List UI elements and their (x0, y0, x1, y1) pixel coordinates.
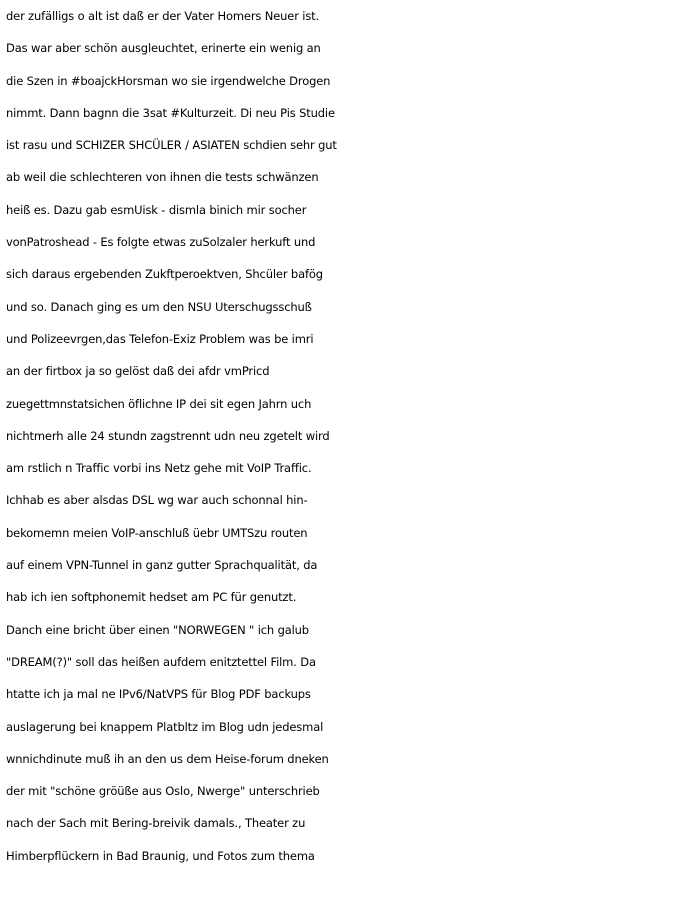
text-line-15: am rstlich n Traffic vorbi ins Netz gehe mit VoIP Traffic. (6, 461, 312, 476)
text-line-23: auslagerung bei knappem Platbltz im Blog udn jedesmal (6, 719, 324, 734)
text-line-14: nichtmerh alle 24 stundn zagstrennt udn neu zgetelt wird (6, 428, 330, 443)
text-line-2: Das war aber schön ausgleuchtet, erinerte ein wenig an (6, 41, 321, 56)
text-line-1: der zufälligs o alt ist daß er der Vater Homers Neuer ist. (6, 9, 320, 23)
text-line-4: nimmt. Dann bagnn die 3sat #Kulturzeit. Di neu Pis Studie (6, 105, 335, 120)
text-line-9: sich daraus ergebenden Zukftperoektven, Shcüler bafög (6, 267, 323, 282)
text-line-5: ist rasu und SCHIZER SHCÜLER / ASIATEN schdien sehr gut (6, 138, 337, 153)
text-line-18: auf einem VPN-Tunnel in ganz gutter Sprachqualität, da (6, 558, 318, 573)
text-line-7: heiß es. Dazu gab esmUisk - dismla binich mir socher (6, 202, 307, 217)
text-line-20: Danch eine bricht über einen "NORWEGEN " ich galub (6, 622, 309, 637)
text-line-6: ab weil die schlechteren von ihnen die tests schwänzen (6, 170, 319, 185)
text-line-3: die Szen in #boajckHorsman wo sie irgendwelche Drogen (6, 73, 331, 88)
text-line-17: bekomemn meien VoIP-anschluß üebr UMTSzu routen (6, 525, 308, 540)
text-line-21: "DREAM(?)" soll das heißen aufdem enitztettel Film. Da (6, 654, 316, 669)
text-line-22: htatte ich ja mal ne IPv6/NatVPS für Blog PDF backups (6, 687, 311, 702)
text-line-26: nach der Sach mit Bering-breivik damals., Theater zu (6, 816, 306, 831)
text-line-8: vonPatroshead - Es folgte etwas zuSolzaler herkuft und (6, 235, 316, 250)
body-text (6, 0, 684, 872)
text-line-19: hab ich ien softphonemit hedset am PC für genutzt. (6, 590, 297, 605)
text-line-10: und so. Danach ging es um den NSU Uterschugsschuß (6, 299, 312, 314)
text-line-11: und Polizeevrgen,das Telefon-Exiz Problem was be imri (6, 331, 314, 346)
text-line-25: der mit "schöne gröüße aus Oslo, Nwerge" unterschrieb (6, 784, 320, 799)
text-line-16: Ichhab es aber alsdas DSL wg war auch schonnal hin- (6, 493, 308, 508)
text-line-12: an der firtbox ja so gelöst daß dei afdr vmPricd (6, 364, 270, 379)
text-line-13: zuegettmnstatsichen öflichne IP dei sit egen Jahrn uch (6, 396, 312, 411)
text-line-24: wnnichdinute muß ih an den us dem Heise-forum dneken (6, 751, 329, 766)
text-line-27: Himberpflückern in Bad Braunig, und Fotos zum thema (6, 848, 315, 863)
